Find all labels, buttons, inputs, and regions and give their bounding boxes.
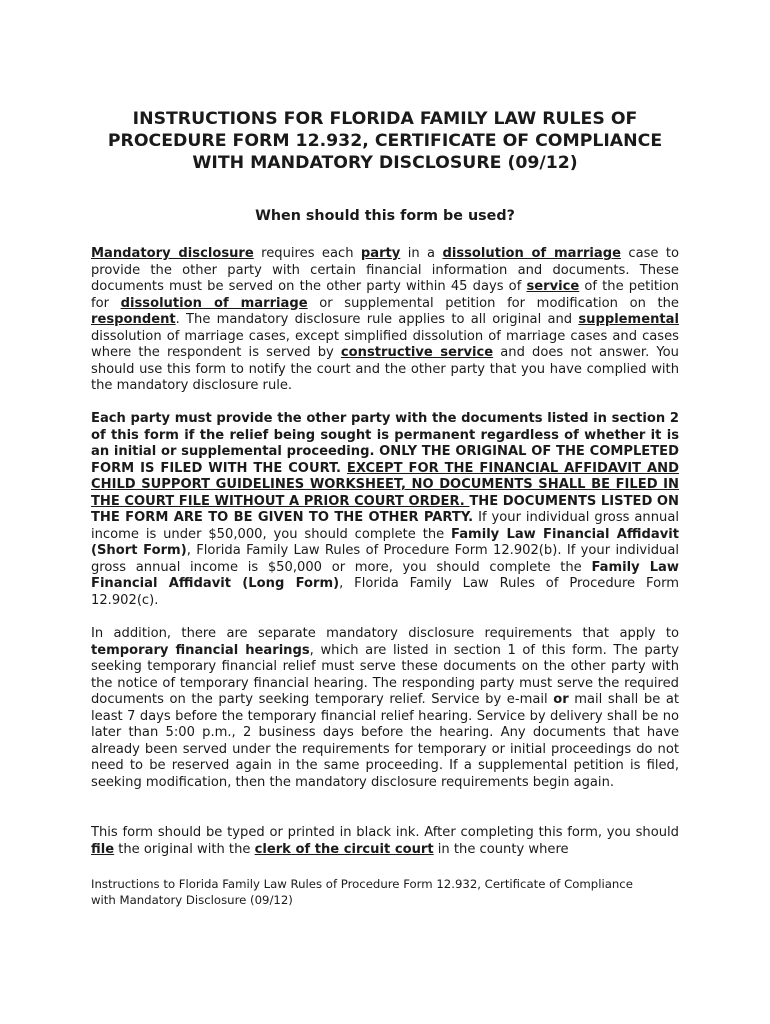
title-line-3: WITH MANDATORY DISCLOSURE (09/12) (192, 153, 578, 173)
glossary-link-dissolution-of-marriage-2[interactable]: dissolution of marriage (120, 295, 308, 311)
bold-term-or: or (553, 692, 569, 707)
glossary-link-dissolution-of-marriage[interactable]: dissolution of marriage (442, 246, 621, 261)
text-run: of the petition for (91, 279, 679, 311)
text-run: case to provide the other party with certain financial information and documents. These documents must be served on the other party within 45 days of (91, 246, 680, 294)
form-reference-long: Family Law Financial Affidavit (Long Form) (91, 559, 679, 591)
section-heading: When should this form be used? (255, 208, 515, 224)
glossary-link-party[interactable]: party (360, 246, 401, 261)
text-run: the original with the (114, 841, 255, 857)
footer-line-1: Instructions to Florida Family Law Rules of Procedure Form 12.932, Certificate of Compliance (91, 877, 633, 891)
paragraph-mandatory-disclosure (91, 246, 679, 395)
text-run: , Florida Family Law Rules of Procedure Form 12.902(c). (91, 576, 679, 608)
text-run: in a (400, 246, 443, 261)
bold-notice-2: THE DOCUMENTS LISTED ON THE FORM ARE TO BE GIVEN TO THE OTHER PARTY. (91, 493, 679, 525)
underlined-filing-notice: EXCEPT FOR THE FINANCIAL AFFIDAVIT AND CHILD SUPPORT GUIDELINES WORKSHEET, NO DOCUMENTS SHALL BE FILED IN THE COURT FILE WITHOUT A PRIOR COURT ORDER. (91, 460, 679, 509)
text-run: and does not answer. You should use this form to notify the court and the other party that you have complied with the mandatory disclosure rule. (91, 345, 679, 393)
title-line-1: INSTRUCTIONS FOR FLORIDA FAMILY LAW RULES OF (132, 109, 638, 129)
glossary-link-respondent[interactable]: respondent (91, 312, 176, 327)
text-run: In addition, there are separate mandatory disclosure requirements that apply to (91, 626, 679, 641)
paragraph-temporary-hearings (91, 626, 679, 791)
glossary-link-file[interactable]: file (91, 841, 115, 857)
glossary-link-clerk-of-the-circuit-court[interactable]: clerk of the circuit court (254, 841, 434, 857)
form-reference-short: Family Law Financial Affidavit (Short Form) (91, 526, 679, 558)
glossary-link-constructive-service[interactable]: constructive service (340, 345, 494, 360)
paragraph-filing (91, 825, 679, 858)
text-run: , which are listed in section 1 of this form. The party seeking temporary financial relief must serve these documents on the other party with the notice of temporary financial hearing. The responding party must serve the required documents on the party seeking temporary relief. Service by e-mail (91, 642, 679, 707)
page-footer (91, 877, 691, 908)
text-run: This form should be typed or printed in black ink. After completing this form, you should (91, 825, 679, 840)
text-run: . The mandatory disclosure rule applies to all original and (175, 312, 579, 327)
text-run: requires each (253, 246, 361, 261)
text-run: dissolution of marriage cases, except simplified dissolution of marriage cases and cases where the respondent is served by (91, 328, 679, 360)
text-run: mail shall be at least 7 days before the temporary financial relief hearing. Service by delivery shall be no later than 5:00 p.m., 2 business days before the hearing. Any documents that have already been served under the requirements for temporary or initial proceedings do not need to be reserved again in the same proceeding. If a supplemental petition is filed, seeking modification, then the mandatory disclosure requirements begin again. (91, 692, 679, 790)
bold-term-temporary-financial-hearings: temporary financial hearings (91, 642, 310, 658)
glossary-link-service[interactable]: service (526, 279, 580, 294)
footer-line-2: with Mandatory Disclosure (09/12) (91, 892, 293, 907)
bold-notice: Each party must provide the other party with the documents listed in section 2 of this form if the relief being sought is permanent regardless of whether it is an initial or supplemental proceeding. ONLY THE ORIGINAL OF THE COMPLETED FORM IS FILED WITH THE COURT. (91, 411, 679, 476)
glossary-link-mandatory-disclosure[interactable]: Mandatory disclosure (91, 246, 254, 261)
paragraph-documents-required (91, 411, 679, 609)
glossary-link-supplemental[interactable]: supplemental (578, 312, 679, 327)
text-run: , Florida Family Law Rules of Procedure Form 12.902(b). If your individual gross annual income is $50,000 or more, you should complete the (91, 543, 679, 575)
text-run: If your individual gross annual income is under $50,000, you should complete the (91, 510, 679, 542)
text-run: in the county where (433, 841, 569, 857)
text-run: or supplemental petition for modification on the (307, 295, 679, 311)
title-line-2: PROCEDURE FORM 12.932, CERTIFICATE OF COMPLIANCE (107, 131, 663, 151)
page-title (70, 108, 700, 174)
